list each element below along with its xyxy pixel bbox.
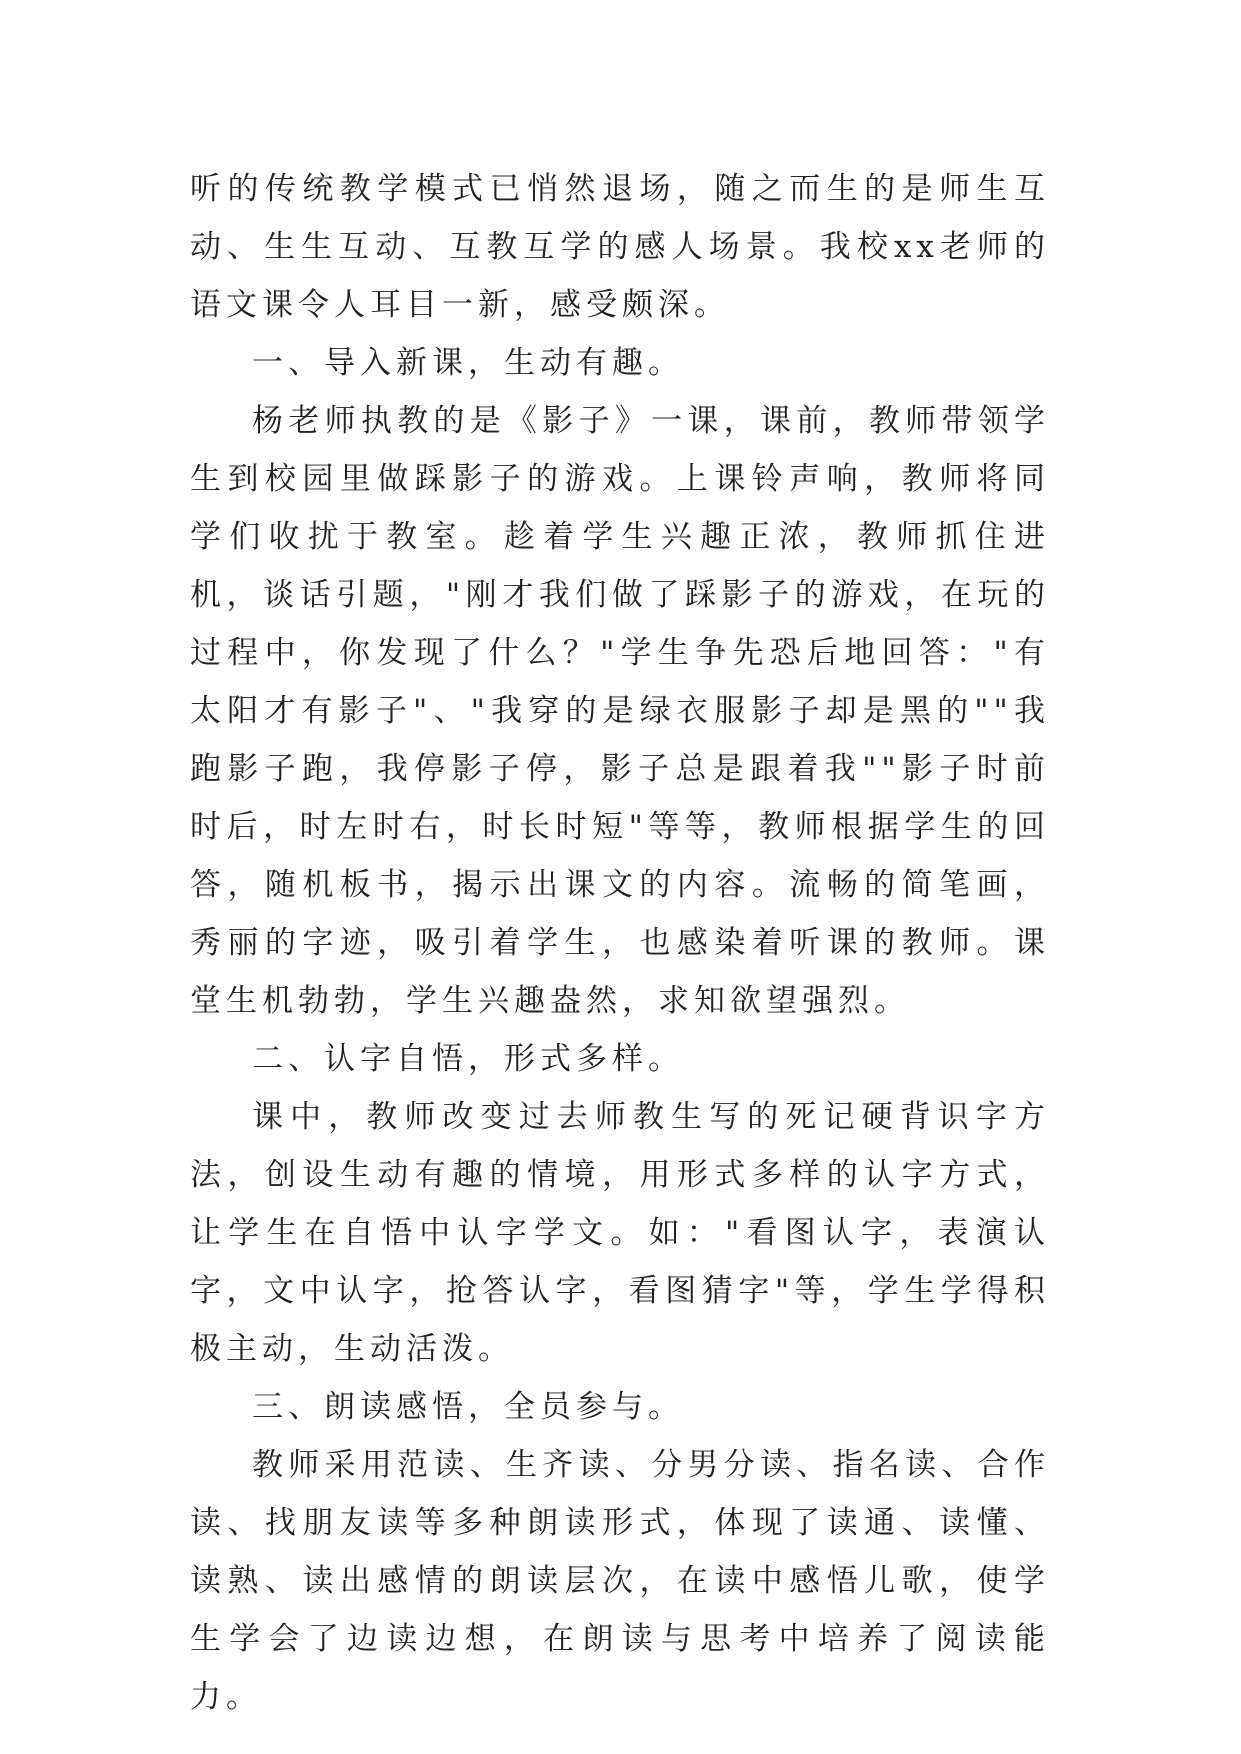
section-heading-3: 三、朗读感悟，全员参与。 <box>252 1389 684 1425</box>
paragraph-section-3: 教师采用范读、生齐读、分男分读、指名读、合作读、找朋友读等多种朗读形式，体现了读通、读懂、读熟、读出感情的朗读层次，在读中感悟儿歌，使学生学会了边读边想，在朗读与思考中培养了阅读能力。 <box>190 1447 1050 1715</box>
section-heading-1: 一、导入新课，生动有趣。 <box>252 345 684 381</box>
paragraph-section-2: 课中，教师改变过去师教生写的死记硬背识字方法，创设生动有趣的情境，用形式多样的认字方式，让学生在自悟中认字学文。如："看图认字，表演认字，文中认字，抢答认字，看图猜字"等，学生学得积极主动，生动活泼。 <box>190 1099 1050 1367</box>
document-body <box>190 160 1050 1726</box>
paragraph-section-1: 杨老师执教的是《影子》一课，课前，教师带领学生到校园里做踩影子的游戏。上课铃声响，教师将同学们收扰于教室。趁着学生兴趣正浓，教师抓住进机，谈话引题，"刚才我们做了踩影子的游戏，在玩的过程中，你发现了什么？"学生争先恐后地回答："有太阳才有影子"、"我穿的是绿衣服影子却是黑的""我跑影子跑，我停影子停，影子总是跟着我""影子时前时后，时左时右，时长时短"等等，教师根据学生的回答，随机板书，揭示出课文的内容。流畅的简笔画，秀丽的字迹，吸引着学生，也感染着听课的教师。课堂生机勃勃，学生兴趣盎然，求知欲望强烈。 <box>190 403 1050 1019</box>
paragraph-continuation: 听的传统教学模式已悄然退场，随之而生的是师生互动、生生互动、互教互学的感人场景。我校xx老师的语文课令人耳目一新，感受颇深。 <box>190 171 1050 323</box>
section-heading-2: 二、认字自悟，形式多样。 <box>252 1041 684 1077</box>
